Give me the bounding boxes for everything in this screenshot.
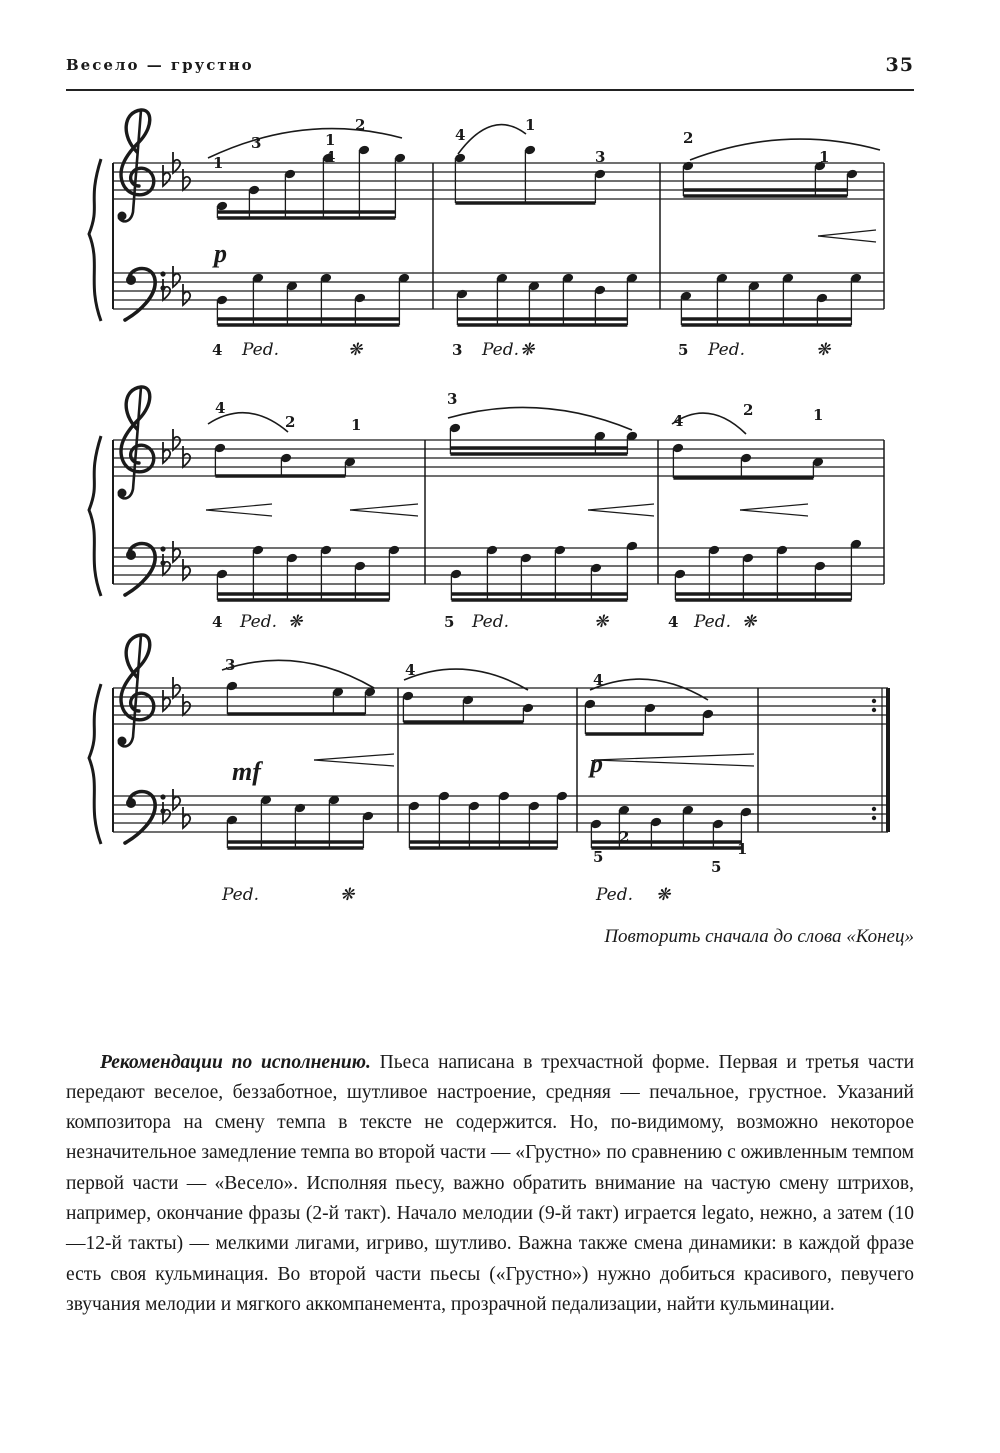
fingering: 3: [251, 134, 262, 152]
treble-notes: [584, 698, 715, 734]
dynamic-marking: p: [214, 239, 227, 268]
slur: [448, 407, 632, 430]
pedal-release: ❋: [742, 612, 757, 632]
pedal-release: ❋: [288, 612, 303, 632]
recommendations-text: Пьеса написана в трехчастной форме. Первая и третья части передают веселое, беззаботное, шутливое настроение, средняя — печальное, грустное. Указаний композитора на смену темпа в тексте не содержится. Но, по-видимому, возможно некоторое незначительное замедление темпа во второй части — «Грустно» по сравнению с оживленным темпом первой части — «Весело». Исполняя пьесу, важно обратить внимание на частую смену штрихов, например, окончание фразы (2-й такт). Начало мелодии (9-й такт) играется legato, нежно, а затем (10—12-й такты) — мелкими лигами, игриво, шутливо. Важна также смена динамики: в каждой фразе есть своя кульминация. Во второй части пьесы («Грустно») нужно добиться красивого, певучего звучания мелодии и мягкого аккомпанемента, прозрачной педализации, найти кульминации.: [66, 1051, 914, 1315]
slur: [404, 669, 528, 690]
hairpin: [818, 230, 876, 236]
treble-staff: [113, 440, 884, 476]
slur: [208, 129, 402, 158]
fingering: 5: [593, 848, 604, 866]
treble-notes: [449, 422, 639, 454]
flat-icon: [183, 559, 190, 580]
pedal-marking: Ped.: [240, 612, 278, 632]
repeat-dot: [872, 699, 876, 703]
flat-icon: [163, 442, 170, 463]
pedal-fingering: 4: [668, 613, 679, 631]
fingering: 4: [215, 399, 226, 417]
hairpin: [588, 510, 654, 516]
fingering: 1: [737, 840, 748, 858]
pedal-fingering: 5: [444, 613, 455, 631]
flat-icon: [163, 165, 170, 186]
pedal-fingering: 5: [678, 341, 689, 359]
bass-notes: [590, 804, 753, 848]
bass-notes: [456, 272, 639, 325]
bass-staff: [113, 796, 888, 832]
hairpin: [350, 504, 418, 510]
pedal-release: ❋: [348, 340, 363, 360]
hairpin: [206, 510, 272, 516]
fingering: 1: [819, 148, 830, 166]
repeat-dot: [872, 816, 876, 820]
fingering: 4: [455, 126, 466, 144]
slur: [690, 139, 880, 160]
bass-notes: [680, 272, 863, 325]
brace: [89, 436, 101, 596]
bass-notes: [216, 272, 411, 325]
flat-icon: [183, 807, 190, 828]
fingering: 1: [325, 131, 336, 149]
treble-notes: [672, 442, 825, 478]
treble-clef-icon: [118, 387, 154, 498]
treble-notes: [214, 442, 357, 476]
pedal-marking: Ped.: [694, 612, 732, 632]
fingering: 4: [405, 661, 416, 679]
recommendations-lead: Рекомендации по исполнению.: [100, 1051, 371, 1073]
dynamic-marking: p: [590, 749, 603, 778]
hairpin: [588, 504, 654, 510]
hairpin: [314, 754, 394, 760]
bass-notes: [226, 794, 375, 848]
dynamic-marking: mf: [232, 757, 261, 786]
fingering: 1: [213, 154, 224, 172]
bass-clef-icon: [125, 544, 166, 596]
page-number: 35: [885, 54, 914, 76]
pedal-fingering: 3: [452, 341, 463, 359]
fingering: 3: [447, 390, 458, 408]
pedal-marking: Ped.: [222, 885, 260, 905]
fingering: 1: [813, 406, 824, 424]
bass-clef-icon: [125, 269, 166, 321]
system-3: [89, 635, 888, 905]
hairpin: [740, 504, 808, 510]
pedal-fingering: 4: [212, 341, 223, 359]
hairpin: [314, 760, 394, 766]
brace: [89, 159, 101, 321]
flat-icon: [173, 541, 180, 562]
hairpin: [740, 510, 808, 516]
pedal-marking: Ped.: [242, 340, 280, 360]
pedal-marking: Ped.: [472, 612, 510, 632]
fingering: 1: [525, 116, 536, 134]
fingering: 2: [619, 828, 630, 846]
repeat-instruction: Повторить сначала до слова «Конец»: [604, 926, 914, 947]
fingering: 2: [683, 129, 694, 147]
flat-icon: [173, 266, 180, 287]
pedal-release: ❋: [340, 885, 355, 905]
hairpin: [594, 754, 754, 760]
fingering: 3: [595, 148, 606, 166]
slur: [458, 125, 526, 154]
hairpin: [818, 236, 876, 242]
treble-staff: [113, 163, 884, 199]
pedal-marking: Ped.: [708, 340, 746, 360]
recommendations-paragraph: [66, 1048, 914, 1321]
fingering: 2: [743, 401, 754, 419]
bass-clef-icon: [125, 792, 166, 844]
hairpin: [206, 504, 272, 510]
fingering: 2: [355, 116, 366, 134]
brace: [89, 684, 101, 844]
system-2: [89, 387, 884, 632]
pedal-release: ❋: [816, 340, 831, 360]
flat-icon: [163, 690, 170, 711]
slur: [222, 660, 374, 688]
pedal-release: ❋: [656, 885, 671, 905]
fingering: 5: [711, 858, 722, 876]
hairpin: [350, 510, 418, 516]
pedal-marking: Ped.: [596, 885, 634, 905]
repeat-dot: [872, 807, 876, 811]
flat-icon: [173, 789, 180, 810]
flat-icon: [183, 284, 190, 305]
treble-clef-icon: [118, 110, 154, 221]
fingering: 2: [285, 413, 296, 431]
bass-notes: [408, 790, 569, 848]
pedal-release: ❋: [520, 340, 535, 360]
treble-clef-icon: [118, 635, 154, 746]
hairpin: [594, 760, 754, 766]
pedal-fingering: 4: [212, 613, 223, 631]
treble-staff: [113, 688, 888, 724]
treble-notes: [682, 160, 859, 196]
fingering: 4: [673, 412, 684, 430]
treble-notes: [454, 144, 607, 203]
running-title: Весело — грустно: [66, 56, 254, 74]
pedal-marking: Ped.: [482, 340, 520, 360]
bass-notes: [216, 544, 401, 600]
fingering: 4: [325, 148, 336, 166]
repeat-dot: [872, 708, 876, 712]
fingering: 4: [593, 671, 604, 689]
bass-notes: [450, 540, 639, 600]
pedal-release: ❋: [594, 612, 609, 632]
fingering: 3: [225, 656, 236, 674]
fingering: 1: [351, 416, 362, 434]
system-1: [89, 110, 884, 360]
bass-staff: [113, 548, 884, 584]
